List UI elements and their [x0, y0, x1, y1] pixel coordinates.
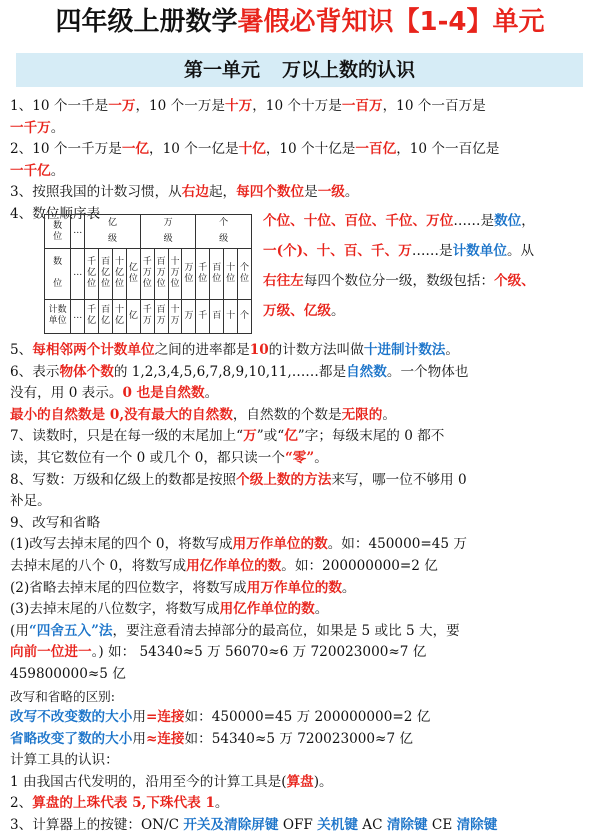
item-9: 9、改写和省略 — [10, 514, 101, 531]
item-5: 5、每相邻两个计数单位之间的进率都是10的计数方法叫做十进制计数法。 — [10, 342, 459, 358]
title-black: 四年级上册数学 — [55, 7, 238, 37]
table-cell: 百 万 — [154, 299, 168, 333]
table-row: 计数 单位 … 千 亿 百 亿 十 亿 亿 千 万 百 万 十 万 万 千 百 十 个 — [45, 299, 252, 333]
table-cell: 千 万 — [140, 299, 154, 333]
item-3: 3、按照我国的计数习惯，从右边起，每四个数位是一级。 — [10, 184, 359, 201]
item-7: 7、读数时，只是在每一级的末尾加上“万”或“亿”字；每级末尾的 0 都不 — [10, 428, 445, 445]
table-notes: 个位、十位、百位、千位、万位……是数位， 一(个)、十、百、千、万……是计数单位。从 右往左每四个数位分一级，数级包括：个级、 万级、亿级。 — [263, 213, 535, 319]
page-title — [0, 2, 600, 42]
item-4: 4、数位顺序表 — [10, 205, 101, 222]
item-8: 8、写数：万级和亿级上的数都是按照个级上数的方法来写，哪一位不够用 0 — [10, 471, 467, 488]
item-2: 2、10 个一千万是一亿，10 个一亿是十亿，10 个十亿是一百亿，10 个一百亿是 — [10, 141, 500, 158]
unit-banner — [16, 53, 583, 87]
table-cell: 百 万 位 — [154, 249, 168, 300]
item-1: 1、10 个一千是一万，10 个一万是十万，10 个十万是一百万，10 个一百万是 — [10, 98, 486, 114]
table-cell: 百 亿 位 — [99, 249, 113, 300]
table-cell: 十 — [224, 299, 238, 333]
table-cell: 千 位 — [196, 249, 210, 300]
item-1-cont: 一千万。 — [10, 119, 65, 136]
table-cell: 个 — [238, 299, 252, 333]
table-cell: 个 位 — [238, 249, 252, 300]
table-cell: 千 万 位 — [140, 249, 154, 300]
table-cell: 十 万 位 — [168, 249, 182, 300]
table-cell: 亿 — [126, 299, 140, 333]
table-corner: 数 位 — [45, 215, 71, 249]
banner-unit: 第一单元 — [183, 59, 260, 81]
table-cell: 亿 位 — [126, 249, 140, 300]
title-red: 暑假必背知识【1-4】单元 — [237, 7, 545, 37]
table-cell: 百 位 — [210, 249, 224, 300]
table-cell: 十 亿 位 — [113, 249, 127, 300]
table-cell: 十 位 — [224, 249, 238, 300]
banner-topic: 万以上数的认识 — [282, 59, 416, 81]
section-5-plus: 5、每相邻两个计数单位之间的进率都是10的计数方法叫做十进制计数法。 6、表示物体个数的 1,2,3,4,5,6,7,8,9,10,11,……都是自然数。一个物体也 没有，用 0 表示。0 也是自然数。 最小的自然数是 0,没有最大的自然数，自然数的个数是无限的。 7、读数时，只是在每一级的末尾加上“万”或“亿”字；每级末尾的 0 都不 读，其它数位有一个 0 或几个 0，都只读一个“零”。 8、写数：万级和亿级上的数都是按照个级上数的方法来写，哪一位不够用 0 补足。 9、改写和省略 (1)改写去掉末尾的四个 0，将数写成用万作单位的数。如：450000=45 万 去掉末尾的八个 0，将数写成用亿作单位的数。如：200000000=2 亿 (2)省略去掉末尾的四位数字，将数写成用万作单位的数。 (3)去掉末尾的八位数字，将数写成用亿作单位的数。 (用“四舍五入”法，要注意看清去掉部分的最高位，如果是 5 或比 5 大，要 向前一位进一。) 如： 54340≈5 万 56070≈6 万 720023000≈7 亿 459800000≈5 亿 改写和省略的区别: 改写不改变数的大小用=连接如：450000=45 万 200000000=2 亿 省略改变了数的大小用≈连接如：54340≈5 万 720023000≈7 亿 计算工具的认识： 1 由我国古代发明的，沿用至今的计算工具是(算盘)。 2、算盘的上珠代表 5,下珠代表 1。 3、计算器上的按键：ON/C 开关及清除屏键 OFF 关机键 AC 清除键 CE 清除键 — [10, 340, 594, 837]
table-cell: 千 亿 — [85, 299, 99, 333]
table-row: 数 位 … 千 亿 位 百 亿 位 十 亿 位 亿 位 千 万 位 百 万 位 十 万 位 万 位 千 位 百 位 十 位 个 位 — [45, 249, 252, 300]
table-cell: 万 位 — [182, 249, 196, 300]
item-6: 6、表示物体个数的 1,2,3,4,5,6,7,8,9,10,11,……都是自然数。一个物体也 — [10, 363, 469, 380]
table-cell: 十 万 — [168, 299, 182, 333]
table-cell: 千 — [196, 299, 210, 333]
tools-heading: 计算工具的认识： — [10, 752, 119, 769]
table-cell: 百 亿 — [99, 299, 113, 333]
table-cell: 万 — [182, 299, 196, 333]
table-cell: 千 亿 位 — [85, 249, 99, 300]
item-2-cont: 一千亿。 — [10, 162, 65, 179]
difference-heading: 改写和省略的区别: — [10, 688, 115, 704]
table-cell: 百 — [210, 299, 224, 333]
table-cell: 十 亿 — [113, 299, 127, 333]
place-value-table: 数 位 … 亿 万 个 级 级 级 数 位 … 千 亿 位 百 亿 位 十 亿 位 亿 位 千 万 位 百 万 位 十 万 位 万 位 千 位 百 位 十 位 个 位 计数 单位 … 千 亿 百 亿 十 亿 亿 千 万 百 万 十 万 万 千 百 十 个 — [44, 214, 252, 334]
